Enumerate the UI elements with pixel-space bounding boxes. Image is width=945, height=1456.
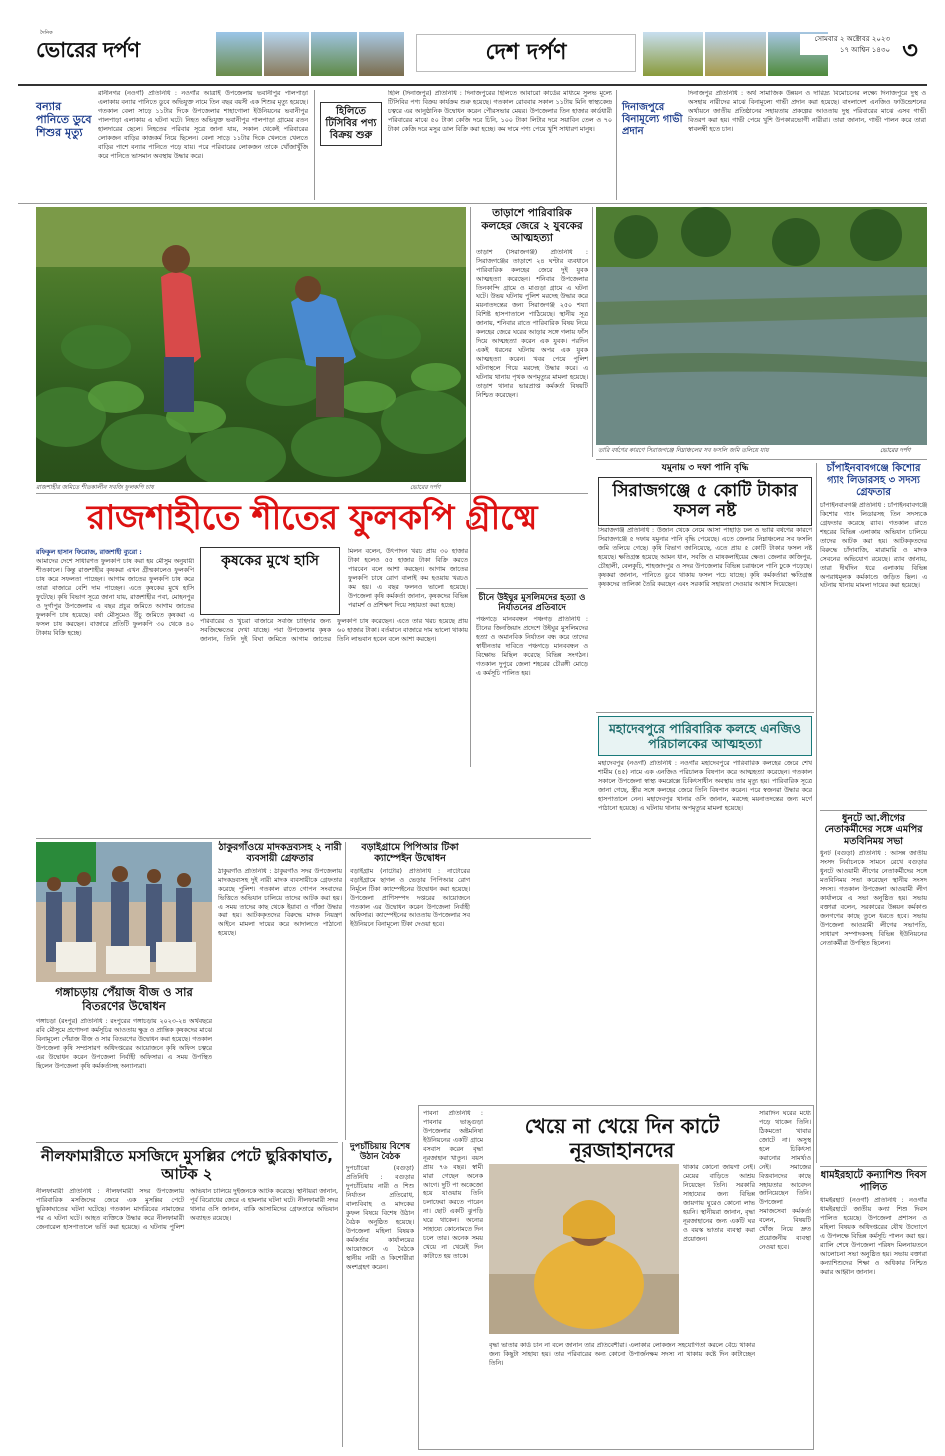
top-story-1-head[interactable]: বন্যার পানিতে ডুবে শিশুর মৃত্যু (36, 100, 92, 140)
feature-text-3: সারাদিন ঘরের মধ্যে পড়ে থাকেন তিনি। ঠিকমতো খাবার জোটে না। অসুস্থ হলে চিকিৎসা করানোর সামর্থ্যও নেই। সমাজের বিত্তবানদের কাছে সহায়তার আবেদন জানিয়েছেন তিনি। উপজেলা সমাজসেবা কর্মকর্তা বলেন, বিষয়টি খোঁজ নিয়ে দ্রুত প্রয়োজনীয় ব্যবস্থা নেওয়া হবে। (759, 1110, 811, 1252)
top-story-1 (36, 90, 310, 200)
divider (36, 1142, 338, 1143)
photo-credit: ভোরের দর্পণ (410, 484, 441, 491)
seed-distribution-text: গঙ্গাচড়া (রংপুর) প্রতিনিধি : রংপুরের গঙ্গাচড়ায় ২০২৩-২৪ অর্থবছরে রবি মৌসুমে প্রণোদনা কর্মসূচির আওতায় ক্ষুদ্র ও প্রান্তিক কৃষকদের মাঝে বিনামূল্যে পেঁয়াজ বীজ ও সার বিতরণের উদ্বোধন করা হয়েছে। গতকাল উপজেলা কৃষি সম্প্রসারণ অধিদপ্তরের আয়োজনে কৃষি অফিস চত্বরে এর উদ্বোধন করেন উপজেলা নির্বাহী অফিসার। এ সময় উপস্থিত ছিলেন উপজেলা কৃষি কর্মকর্তাসহ অন্যান্যরা। (36, 1018, 212, 1070)
nilphamari-text: নীলফামারী প্রতিনিধি : নীলফামারী সদর উপজেলায় পারিবারিক মসজিদের জেরে এক মুসল্লির পেটে ছুরিকাঘাতের ঘটনা ঘটেছে। গতকাল মাগরিবের নামাজের পর এ ঘটনা ঘটে। আহত ব্যক্তিকে উদ্ধার করে নীলফামারী জেনারেল হাসপাতালে ভর্তি করা হয়েছে। এ ঘটনায় পুলিশ অভিযান চালিয়ে দুইজনকে আটক করেছে। স্থানীয়রা জানান, পূর্ব বিরোধের জেরে এ হামলার ঘটনা ঘটে। নীলফামারী সদর থানার ওসি জানান, বাকি আসামিদের গ্রেফতারে অভিযান অব্যাহত রয়েছে। (36, 1188, 338, 1231)
chin-text: পঞ্চগড়ে মানববন্ধন পঞ্চগড় প্রতিনিধি : চীনের জিনজিয়াং প্রদেশে উইঘুর মুসলিমদের হত্যা ও অমানবিক নির্যাতন বন্ধ করে তাদের স্বাধীনতার দাবিতে পঞ্চগড়ে মানববন্ধন ও বিক্ষোভ মিছিল করেছে বিভিন্ন সংগঠন। গতকাল দুপুরে জেলা শহরের চৌরঙ্গী মোড়ে এ কর্মসূচি পালিত হয়। (476, 616, 588, 677)
jamuna-head[interactable]: সিরাজগঞ্জে ৫ কোটি টাকার ফসল নষ্ট (598, 477, 812, 526)
main-text-3: পরিবারের ও খুচরা বাজারে সবজি চাহিদার জন্য সবজিক্ষেতের দেখা যাচ্ছে। পবা উপজেলার কৃষক জানান, তিনি দুই বিঘা জমিতে আগাম জাতের ফুলকপি চাষ করেছেন। এতে তার খরচ হয়েছে প্রায় ৬০ হাজার টাকা। বর্তমানে বাজারে দাম ভালো থাকায় তিনি লাভবান হবেন বলে আশা করছেন। (200, 618, 468, 643)
dhunat-story (820, 813, 927, 1163)
divider (342, 1142, 343, 1447)
chapai-text: চাঁপাইনবাবগঞ্জ প্রতিনিধি : চাঁপাইনবাবগঞ্জে কিশোর গ্যাং লিডারসহ তিন সদস্যকে গ্রেফতার করেছে র‌্যাব। গতকাল রাতে শহরের বিভিন্ন এলাকায় অভিযান চালিয়ে তাদের আটক করা হয়। আটককৃতদের বিরুদ্ধে চাঁদাবাজি, মারামারি ও মাদক সেবনের অভিযোগ রয়েছে। র‌্যাব জানায়, তারা দীর্ঘদিন ধরে এলাকায় বিভিন্ন অপরাধমূলক কর্মকাণ্ডে জড়িত ছিল। এ ঘটনায় থানায় মামলা দায়ের করা হয়েছে। (820, 502, 927, 590)
masthead-thumbnails-left (216, 32, 404, 76)
feature-box (418, 1105, 814, 1450)
mohadev-head[interactable]: মহাদেবপুরে পারিবারিক কলহে এনজিও পরিচালকের আত্মহত্যা (598, 716, 812, 756)
dhamoir-head[interactable]: ধামইরহাটে কন্যাশিশু দিবস পালিত (820, 1170, 927, 1193)
feature-text-2: থাকার কোনো জায়গা নেই। মেয়ের বাড়িতে আশ্রয় নিয়েছেন তিনি। সরকারি সাহায্যের জন্য বিভিন্ন জায়গায় ঘুরেও কোনো লাভ হয়নি। স্থানীয়রা জানান, বৃদ্ধা নূরজাহানের জন্য একটি ঘর ও বয়স্ক ভাতার ব্যবস্থা করা প্রয়োজন। (683, 1164, 755, 1243)
jamuna-text: সিরাজগঞ্জ প্রতিনিধি : উজান থেকে নেমে আসা পাহাড়ি ঢল ও ভারি বর্ষণের কারণে সিরাজগঞ্জে ৫ দফায় যমুনার পানি বৃদ্ধি পেয়েছে। এতে জেলার নিম্নাঞ্চলের সব ফসলি জমি তলিয়ে গেছে। কৃষি বিভাগ জানিয়েছে, এতে প্রায় ৫ কোটি টাকার ফসল নষ্ট হয়েছে। ক্ষতিগ্রস্ত হয়েছে আমন ধান, সবজি ও মাষকলাইয়ের ক্ষেত। জেলার কাজিপুর, চৌহালী, বেলকুচি, শাহজাদপুর ও সদর উপজেলার বিভিন্ন চরাঞ্চলে পানি ঢুকে পড়েছে। কৃষকরা জানান, পানিতে ডুবে থাকায় ফসল পচে যাচ্ছে। কৃষি কর্মকর্তারা ক্ষতিগ্রস্ত কৃষকদের তালিকা তৈরি করছেন এবং সরকারি সহায়তা দেওয়ার আশ্বাস দিয়েছেন। (598, 527, 812, 588)
divider (616, 90, 617, 200)
tarash-story (476, 207, 588, 767)
photo-credit-2: ভোরের দর্পণ (880, 447, 911, 454)
page-number: ৩ (902, 36, 918, 64)
top-story-3-head[interactable]: দিনাজপুরে বিনামূল্যে গাভী প্রদান (622, 102, 683, 137)
main-subhead-text: কৃষকের মুখে হাসি (221, 553, 319, 569)
dhamoir-text: ধামইরহাট (নওগাঁ) প্রতিনিধি : নওগাঁর ধামইরহাটে জাতীয় কন্যা শিশু দিবস পালিত হয়েছে। উপজেলা প্রশাসন ও মহিলা বিষয়ক অধিদপ্তরের যৌথ উদ্যোগে এ উপলক্ষে বিভিন্ন কর্মসূচি পালন করা হয়। র‌্যালি শেষে উপজেলা পরিষদ মিলনায়তনে আলোচনা সভা অনুষ্ঠিত হয়। সভায় বক্তারা কন্যাশিশুদের শিক্ষা ও অধিকার নিশ্চিত করার আহ্বান জানান। (820, 1197, 927, 1276)
dupchanchia-text: দুপচাঁচিয়া (বগুড়া) প্রতিনিধি : বগুড়ার দুপচাঁচিয়ায় নারী ও শিশু নির্যাতন প্রতিরোধ, বাল্যবিবাহ ও মাদকের কুফল বিষয়ে বিশেষ উঠান বৈঠক অনুষ্ঠিত হয়েছে। উপজেলা মহিলা বিষয়ক কর্মকর্তার কার্যালয়ের আয়োজনে এ বৈঠকে স্থানীয় নারী ও কিশোরীরা অংশগ্রহণ করেন। (346, 1165, 414, 1271)
boro-story (350, 842, 470, 1140)
thakur-head[interactable]: ঠাকুরগাঁওয়ে মাদকদ্রব্যসহ ২ নারী ব্যবসায়ী গ্রেফতার (218, 842, 342, 865)
chin-head[interactable]: চীনে উইঘুর মুসলিমদের হত্যা ও নির্যাতনের প্রতিবাদে (478, 592, 586, 613)
dhunat-head[interactable]: ধুনটে আ.লীগের নেতাকর্মীদের সঙ্গে এমপির মতবিনিময় সভা (824, 813, 923, 847)
flood-photo[interactable] (596, 207, 927, 445)
divider (470, 207, 471, 767)
divider (596, 712, 814, 713)
feature-headline[interactable]: খেয়ে না খেয়ে দিন কাটে নূরজাহানদের (489, 1114, 755, 1162)
masthead-logo-small: দৈনিক (40, 30, 53, 36)
feature-text-1: পাবনা প্রতিনিধি : পাবনার ভাঙ্গুড়া উপজেলার অষ্টমনিষা ইউনিয়নের একটি গ্রামে বসবাস করেন বৃদ্ধা নূরজাহান খাতুন। বয়স প্রায় ৭৬ বছর। স্বামী মারা গেছেন অনেক আগে। দুটি পা অকেজো হয়ে যাওয়ায় তিনি চলাফেরা করতে পারেন না। ছোট একটি ঝুপড়ি ঘরে থাকেন। অন্যের সাহায্যে কোনোমতে দিন চলে তার। অনেক সময় খেয়ে না খেয়েই দিন কাটাতে হয় তাকে। (423, 1110, 483, 1260)
tarash-text: তাড়াশ (সিরাজগঞ্জ) প্রতিনিধি : সিরাজগঞ্জের তাড়াশে ২৪ ঘণ্টার ব্যবধানে পারিবারিক কলহের জেরে দুই যুবক আত্মহত্যা করেছেন। শনিবার উপজেলার তিনকান্দি গ্রামে ও মাগুড়া গ্রামে এ ঘটনা ঘটে। উভয় ঘটনায় পুলিশ মরদেহ উদ্ধার করে ময়নাতদন্তের জন্য সিরাজগঞ্জ ২৫০ শয্যা বিশিষ্ট হাসপাতালে পাঠিয়েছে। স্থানীয় সূত্র জানায়, শনিবার রাতে পারিবারিক বিষয় নিয়ে কলহের জেরে ঘরের আড়ার সঙ্গে গলায় ফাঁস দিয়ে আত্মহত্যা করেন এক যুবক। পরদিন একই ধরনের ঘটনায় অপর এক যুবক আত্মহত্যা করেন। খবর পেয়ে পুলিশ ঘটনাস্থলে গিয়ে মরদেহ উদ্ধার করে। এ ঘটনায় থানায় পৃথক অপমৃত্যুর মামলা হয়েছে। তাড়াশ থানার ভারপ্রাপ্ত কর্মকর্তা বিষয়টি নিশ্চিত করেছেন। (476, 248, 588, 399)
divider (476, 588, 588, 589)
top-story-1-text: রানীনগর (নওগাঁ) প্রতিনিধি : নওগাঁর আত্রাই উপজেলায় ভবানীপুর পালপাড়া এলাকায় বন্যার পানিতে ডুবে অভিযুক্ত নামে তিন বছর বয়সী এক শিশুর মৃত্যু হয়েছে। গতকাল বেলা সাড়ে ১১টার দিকে উপজেলার শাহাগোলা ইউনিয়নের ভবানীপুর পালপাড়া এলাকায় এ ঘটনা ঘটে। নিহত অভিযুক্ত ভবানীপুর পালপাড়া গ্রামের রতন হালদারের ছেলে। নিহতের পরিবার সূত্রে জানা যায়, সকাল থেকেই পরিবারের লোকজন বাড়ির কাজকর্ম নিয়ে ছিলেন। বেলা সাড়ে ১১টার দিকে খেলতে খেলতে বাড়ির পাশে বন্যার পানিতে পড়ে যায়। পরে পরিবারের লোকজন তাকে খোঁজাখুঁজি করে পানিতে ভাসমান অবস্থায় উদ্ধার করে। (98, 90, 308, 160)
main-text-1: আমাদের দেশে সাধারণত ফুলকপি চাষ করা হয় মৌসুম অনুযায়ী শীতকালে। কিন্তু রাজশাহীর কৃষকরা এখন গ্রীষ্মকালেও ফুলকপি চাষ করে সফলতা পাচ্ছেন। আগাম জাতের ফুলকপি চাষ করে তারা বাজারে বেশি দাম পাচ্ছেন। এতে কৃষকের মুখে হাসি ফুটেছে। কৃষি বিভাগ সূত্রে জানা যায়, রাজশাহীর পবা, মোহনপুর ও দুর্গাপুর উপজেলায় এ বছর প্রচুর জমিতে আগাম জাতের ফুলকপি চাষ হয়েছে। বর্ষা মৌসুমেও উঁচু জমিতে কৃষকরা এ ফসল চাষ করছেন। বাজারে প্রতিটি ফুলকপি ৩০ থেকে ৪০ টাকায় বিক্রি হচ্ছে। (36, 558, 194, 637)
section-title: দেশ দর্পণ (416, 34, 636, 72)
boro-head[interactable]: বড়াইগ্রামে পিপিআর টিকা ক্যাম্পেইন উদ্বোধন (361, 842, 459, 865)
dupchanchia-story (346, 1142, 414, 1447)
feature-text-bottom: বৃদ্ধা ভাতার কার্ড চান না বলে জানান তার প্রতিবেশীরা। এলাকার লোকজন সহযোগিতা করলে বেঁচে থাকার জন্য কিছুটা সাহায্য হয়। তার পরিবারের অন্য কোনো উপার্জনক্ষম সদস্য না থাকায় কষ্টে দিন কাটাচ্ছেন তিনি। (489, 1342, 755, 1367)
top-story-2 (320, 90, 612, 200)
seed-distribution-photo[interactable] (36, 842, 212, 982)
elderly-woman-illustration (489, 1164, 679, 1334)
main-byline: রফিকুল হাসান ফিরোজ, রাজশাহী ব্যুরো : (36, 548, 142, 556)
divider (345, 842, 346, 1140)
divider (18, 203, 927, 204)
top-story-3 (622, 90, 927, 200)
divider (820, 810, 927, 811)
divider (36, 838, 591, 839)
thakur-story (218, 842, 342, 1140)
dupchanchia-head[interactable]: দুপচাঁচিয়ায় বিশেষ উঠান বৈঠক (349, 1142, 411, 1163)
date-bangla: ১৭ আশ্বিন ১৪৩০ (839, 45, 890, 54)
masthead-date (800, 34, 890, 55)
main-subhead (200, 547, 340, 615)
top-story-2-text: হিলি (দিনাজপুর) প্রতিনিধি : দিনাজপুরের হিলিতে আবারো কার্ডের মাধ্যমে সুলভ মূল্যে টিসিবির পণ্য বিক্রয় কার্যক্রম শুরু হয়েছে। গতকাল রোববার সকাল ১১টায় মিনি স্বাস্থ্যকেন্দ্র চত্বরে এর আনুষ্ঠানিক উদ্বোধন করেন পৌরসভার মেয়র। উপজেলার তিন হাজার কার্ডধারী পরিবারের মাঝে ৫০ টাকা কেজি দরে চিনি, ১০০ টাকা লিটার দরে সয়াবিন তেল ও ৭০ টাকা কেজি দরে মসুর ডাল বিক্রি করা হচ্ছে। কম দামে পণ্য পেয়ে খুশি সাধারণ মানুষ। (388, 90, 612, 133)
chapai-head[interactable]: চাঁপাইনবাবগঞ্জে কিশোর গ্যাং লিডারসহ ৩ সদস্য গ্রেফতার (826, 463, 921, 498)
flood-illustration (596, 207, 927, 445)
dhunat-text: ধুনট (বগুড়া) প্রতিনিধি : আসন্ন জাতীয় সংসদ নির্বাচনকে সামনে রেখে বগুড়ার ধুনটে আওয়ামী লীগের নেতাকর্মীদের সঙ্গে মতবিনিময় সভা করেছেন স্থানীয় সংসদ সদস্য। গতকাল উপজেলা আওয়ামী লীগ কার্যালয়ে এ সভা অনুষ্ঠিত হয়। সভায় বক্তারা বলেন, সরকারের উন্নয়ন কর্মকাণ্ড জনগণের কাছে তুলে ধরতে হবে। সভায় উপজেলা আওয়ামী লীগের সভাপতি, সাধারণ সম্পাদকসহ বিভিন্ন ইউনিয়নের নেতাকর্মীরা উপস্থিত ছিলেন। (820, 850, 927, 947)
dhamoir-story (820, 1170, 927, 1450)
divider (314, 90, 315, 200)
divider (592, 207, 593, 457)
chapai-story (820, 463, 927, 808)
top-story-2-head[interactable]: হিলিতে টিসিবির পণ্য বিক্রয় শুরু (320, 102, 382, 146)
top-story-3-text: দিনাজপুর প্রতিনিধি : অর্থ সামাজিক উন্নয়ন ও দারিদ্র্য বিমোচনের লক্ষ্যে দিনাজপুরে দুস্থ ও অসহায় নারীদের মাঝে বিনামূল্যে গাভী প্রদান করা হয়েছে। বাংলাদেশ এনজিও ফাউন্ডেশনের অর্থায়নে জাতীয় প্রতিষ্ঠানের সহায়তায় প্রকল্পের আওতায় দুস্থ পরিবারের মাঝে এসব গাভী বিতরণ করা হয়। গাভী পেয়ে খুশি উপকারভোগী নারীরা। তারা জানান, গাভী পালন করে তারা স্বাবলম্বী হতে চান। (688, 90, 926, 133)
seed-distribution-head[interactable]: গঙ্গাচড়ায় পেঁয়াজ বীজ ও সার বিতরণের উদ্বোধন (55, 985, 193, 1013)
divider (816, 463, 817, 1163)
jamuna-kicker: যমুনায় ৩ দফা পানি বৃদ্ধি (661, 463, 749, 473)
distribution-illustration (36, 842, 212, 982)
tarash-head[interactable]: তাড়াশে পারিবারিক কলহের জেরে ২ যুবকের আত্মহত্যা (481, 207, 583, 245)
masthead-divider (18, 84, 927, 86)
photo-caption: রাজশাহীর জমিতে শীতকালীন সবজি ফুলকপি চাষ (36, 484, 154, 491)
nilphamari-head[interactable]: নীলফামারীতে মসজিদে মুসল্লির পেটে ছুরিকাঘাত, আটক ২ (41, 1147, 333, 1183)
thakur-text: ঠাকুরগাঁও প্রতিনিধি : ঠাকুরগাঁও সদর উপজেলায় মাদকদ্রব্যসহ দুই নারী মাদক ব্যবসায়ীকে গ্রেফতার করেছে পুলিশ। গতকাল রাতে গোপন সংবাদের ভিত্তিতে অভিযান চালিয়ে তাদের আটক করা হয়। এ সময় তাদের কাছ থেকে ইয়াবা ও গাঁজা উদ্ধার করা হয়। আটককৃতদের বিরুদ্ধে মাদক নিয়ন্ত্রণ আইনে মামলা দায়ের করে আদালতে পাঠানো হয়েছে। (218, 867, 342, 938)
main-text-2: মিলন বলেন, উৎপাদন খরচ প্রায় ৩০ হাজার টাকা হলেও ৫৫ হাজার টাকা বিক্রি করতে পারবেন বলে আশা করছেন। আগাম জাতের ফুলকপি চাষে রোগ বালাই কম হওয়ায় খরচও কম হয়। এ বছর ফলনও ভালো হয়েছে। উপজেলা কৃষি কর্মকর্তা জানান, কৃষকদের বিভিন্ন পরামর্শ ও প্রশিক্ষণ দিয়ে সহায়তা করা হচ্ছে। (348, 548, 468, 609)
nurjahan-photo[interactable] (489, 1164, 679, 1334)
divider (36, 493, 588, 494)
main-headline[interactable]: রাজশাহীতে শীতের ফুলকপি গ্রীষ্মে (86, 498, 538, 538)
masthead-logo[interactable]: ভোরের দর্পণ (36, 38, 140, 62)
divider (596, 459, 927, 460)
mohadev-text: মহাদেবপুর (নওগাঁ) প্রতিনিধি : নওগাঁর মহাদেবপুরে পারিবারিক কলহের জেরে শেখ শামীম (৪৫) নামে এক এনজিও পরিচালক বিষপান করে আত্মহত্যা করেছেন। গতকাল সকালে উপজেলা স্বাস্থ্য কমপ্লেক্সে চিকিৎসাধীন অবস্থায় তার মৃত্যু হয়। পারিবারিক সূত্রে জানা গেছে, স্ত্রীর সঙ্গে কলহের জেরে তিনি বিষপান করেন। পরে স্বজনরা উদ্ধার করে হাসপাতালে নেন। মহাদেবপুর থানার ওসি জানান, মরদেহ ময়নাতদন্তের জন্য মর্গে পাঠানো হয়েছে। এ ঘটনায় থানায় অপমৃত্যুর মামলা হয়েছে। (598, 760, 812, 812)
masthead (18, 28, 927, 80)
flood-photo-caption: তারি বর্ষণের কারণে সিরাজগঞ্জে নিম্নাঞ্চলের সব ফসলি জমি তলিয়ে যায় (598, 447, 769, 454)
divider (820, 1166, 927, 1167)
cauliflower-field-illustration (36, 207, 466, 482)
date-gregorian: সোমবার ২ অক্টোবর ২০২৩ (814, 35, 890, 43)
boro-text: বড়াইগ্রাম (নাটোর) প্রতিনিধি : নাটোরের বড়াইগ্রামে ছাগল ও ভেড়ার পিপিআর রোগ নির্মূলে টিকা ক্যাম্পেইনের উদ্বোধন করা হয়েছে। উপজেলা প্রাণিসম্পদ দপ্তরের আয়োজনে গতকাল এর উদ্বোধন করেন উপজেলা নির্বাহী অফিসার। ক্যাম্পেইনের আওতায় উপজেলার সব ইউনিয়নে বিনামূল্যে টিকা দেওয়া হবে। (350, 867, 470, 929)
cauliflower-field-photo[interactable] (36, 207, 466, 482)
